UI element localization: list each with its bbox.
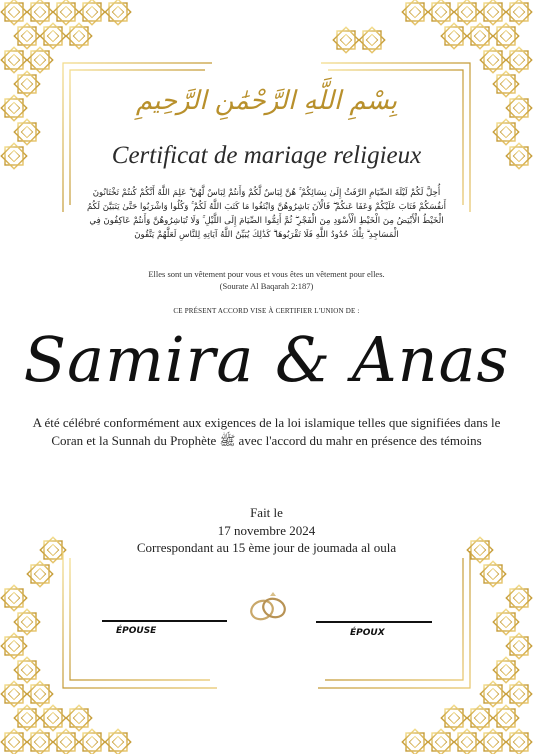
groom-signature-label: ÉPOUX [350, 628, 385, 638]
ornament-bottom-right [402, 537, 531, 754]
union-intro: CE PRÉSENT ACCORD VISE À CERTIFIER L'UNION DE : [173, 307, 360, 315]
verse-line: أَنفُسَكُمْ فَتَابَ عَلَيْكُمْ وَعَفَا عَنكُمْ ۖ فَالْآنَ بَاشِرُوهُنَّ وَابْتَغُوا مَا كَتَبَ اللَّهُ لَكُمْ ۚ وَكُلُوا وَاشْرَبُوا حَتَّىٰ يَتَبَيَّنَ لَكُمُ [86, 202, 447, 212]
verse-line: الْمَسَاجِدِ ۗ تِلْكَ حُدُودُ اللَّهِ فَلَا تَقْرَبُوهَا ۗ كَذَٰلِكَ يُبَيِّنُ اللَّهُ آيَاتِهِ لِلنَّاسِ لَعَلَّهُمْ يَتَّقُونَ [134, 230, 399, 240]
bismillah-calligraphy: بِسْمِ اللَّهِ الرَّحْمَٰنِ الرَّحِيمِ [135, 86, 398, 116]
gregorian-date: 17 novembre 2024 [217, 522, 316, 538]
ornament-bottom-left [1, 537, 130, 754]
page-title: Certificat de mariage religieux [111, 142, 422, 169]
date-block [0, 504, 533, 557]
made-label: Fait le [250, 505, 283, 520]
bride-signature-line[interactable] [102, 620, 227, 622]
verse-line: الْخَيْطُ الْأَبْيَضُ مِنَ الْخَيْطِ الْأَسْوَدِ مِنَ الْفَجْرِ ۖ ثُمَّ أَتِمُّوا الصِّيَامَ إِلَى اللَّيْلِ ۚ وَلَا تُبَاشِرُوهُنَّ وَأَنتُمْ عَاكِفُونَ فِي [89, 216, 444, 226]
groom-signature-line[interactable] [316, 621, 432, 623]
declaration-text: A été célébré conformément aux exigences de la loi islamique telles que signifiées dans le Coran et la Sunnah du Prophète ﷺ avec l'accord du mahr en présence des témoins [32, 415, 501, 448]
quran-verse [45, 186, 488, 242]
hijri-date: Correspondant au 15 ème jour de joumada al oula [136, 540, 397, 555]
verse-translation [0, 268, 533, 292]
wedding-rings-icon [246, 590, 290, 626]
bride-signature-label: ÉPOUSE [116, 626, 157, 636]
verse-reference: (Sourate Al Baqarah 2:187) [219, 281, 314, 291]
verse-line: أُحِلَّ لَكُمْ لَيْلَةَ الصِّيَامِ الرَّفَثُ إِلَىٰ نِسَائِكُمْ ۚ هُنَّ لِبَاسٌ لَّكُمْ وَأَنتُمْ لِبَاسٌ لَّهُنَّ ۗ عَلِمَ اللَّهُ أَنَّكُمْ كُنتُمْ تَخْتَانُونَ [92, 188, 441, 198]
translation-text: Elles sont un vêtement pour vous et vous êtes un vêtement pour elles. [148, 269, 385, 279]
couple-names: Samira & Anas [23, 323, 510, 396]
